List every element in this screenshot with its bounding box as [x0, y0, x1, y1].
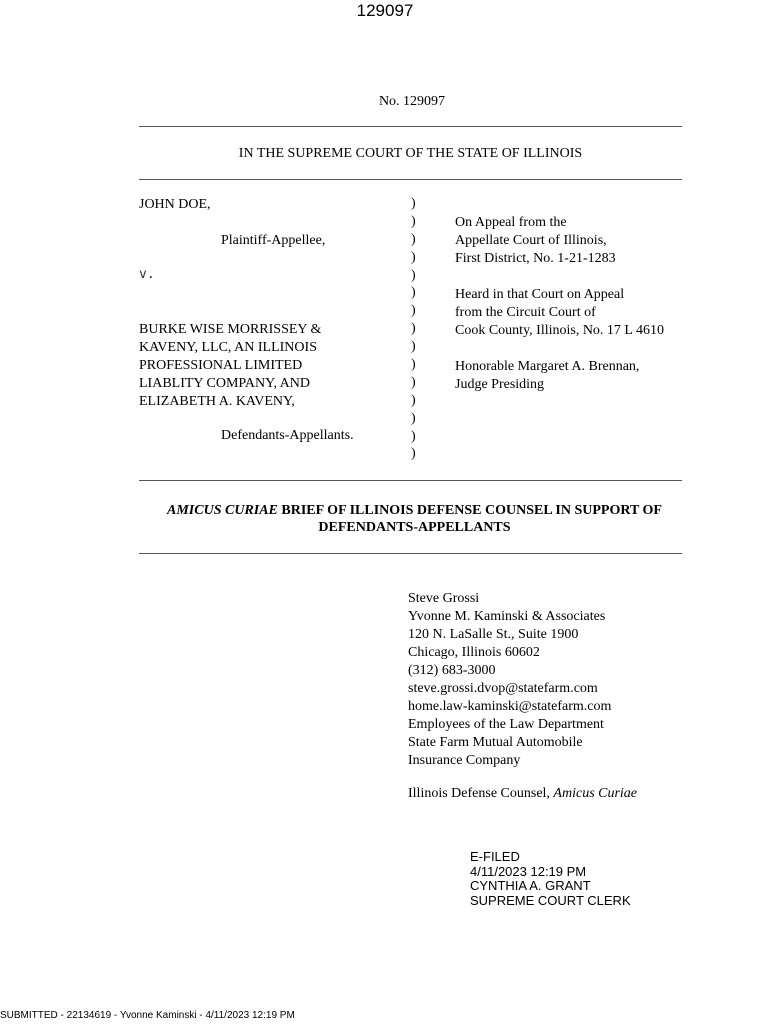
paren: )	[411, 446, 416, 462]
counsel-line: State Farm Mutual Automobile	[408, 735, 583, 750]
stamp-line: SUPREME COURT CLERK	[470, 892, 631, 908]
brief-title-rest: BRIEF OF ILLINOIS DEFENSE COUNSEL IN SUPPORT OF	[277, 503, 662, 518]
paren: )	[411, 321, 416, 337]
stamp-line: E-FILED	[470, 849, 520, 864]
appeal-line: On Appeal from the	[455, 215, 567, 230]
brief-title	[139, 502, 690, 536]
counsel-city: Chicago, Illinois 60602	[408, 645, 540, 660]
title-rule	[139, 553, 682, 554]
judge-line: Judge Presiding	[455, 377, 545, 392]
heard-line: from the Circuit Court of	[455, 305, 596, 320]
stamp-line: CYNTHIA A. GRANT	[470, 878, 591, 893]
counsel-address: 120 N. LaSalle St., Suite 1900	[408, 627, 579, 642]
counsel-name: Steve Grossi	[408, 591, 480, 606]
appeal-from-block	[455, 214, 616, 268]
defendant-line: KAVENY, LLC, AN ILLINOIS	[139, 340, 317, 355]
paren: )	[411, 428, 416, 444]
paren: )	[411, 303, 416, 319]
appeal-line: Appellate Court of Illinois,	[455, 233, 607, 248]
plaintiff-name: JOHN DOE,	[139, 197, 211, 212]
judge-block	[455, 358, 639, 394]
defendant-line: BURKE WISE MORRISSEY &	[139, 322, 322, 337]
paren: )	[411, 339, 416, 355]
counsel-email: home.law-kaminski@statefarm.com	[408, 699, 612, 714]
header-number: 129097	[356, 1, 414, 20]
counsel-line: Insurance Company	[408, 753, 521, 768]
paren: )	[411, 410, 416, 426]
court-name: IN THE SUPREME COURT OF THE STATE OF ILLINOIS	[238, 146, 583, 161]
counsel-firm: Yvonne M. Kaminski & Associates	[408, 609, 606, 624]
defendant-line: ELIZABETH A. KAVENY,	[139, 394, 295, 409]
brief-title-line2: DEFENDANTS-APPELLANTS	[318, 520, 511, 535]
appeal-line: First District, No. 1-21-1283	[455, 251, 616, 266]
judge-line: Honorable Margaret A. Brennan,	[455, 359, 640, 374]
docket-number: No. 129097	[378, 94, 446, 109]
counsel-role	[408, 785, 637, 803]
paren: )	[411, 213, 416, 229]
brief-title-italic: AMICUS CURIAE	[167, 503, 278, 518]
paren: )	[411, 249, 416, 265]
defendant-role: Defendants-Appellants.	[221, 428, 354, 443]
heard-line: Cook County, Illinois, No. 17 L 4610	[455, 323, 664, 338]
versus: v.	[139, 267, 155, 282]
heard-line: Heard in that Court on Appeal	[455, 287, 625, 302]
paren: )	[411, 231, 416, 247]
counsel-role-prefix: Illinois Defense Counsel,	[408, 786, 554, 801]
heard-in-block	[455, 286, 664, 340]
defendant-block	[139, 321, 321, 411]
defendant-line: LIABLITY COMPANY, AND	[139, 376, 311, 391]
paren: )	[411, 392, 416, 408]
efiled-stamp	[470, 850, 631, 908]
paren: )	[411, 267, 416, 283]
plaintiff-role: Plaintiff-Appellee,	[221, 233, 326, 248]
caption-rule	[139, 480, 682, 481]
counsel-email: steve.grossi.dvop@statefarm.com	[408, 681, 598, 696]
stamp-line: 4/11/2023 12:19 PM	[470, 863, 587, 879]
paren: )	[411, 357, 416, 373]
court-rule	[139, 179, 682, 180]
caption-paren-column	[411, 195, 416, 463]
defendant-line: PROFESSIONAL LIMITED	[139, 358, 303, 373]
counsel-role-italic: Amicus Curiae	[553, 786, 638, 801]
counsel-block	[408, 590, 611, 770]
paren: )	[411, 374, 416, 390]
paren: )	[411, 196, 416, 211]
paren: )	[411, 285, 416, 301]
counsel-line: Employees of the Law Department	[408, 717, 604, 732]
counsel-phone: (312) 683-3000	[408, 663, 496, 678]
submission-footer: SUBMITTED - 22134619 - Yvonne Kaminski - 4/11/2023 12:19 PM	[0, 1010, 295, 1021]
top-rule	[139, 126, 682, 127]
